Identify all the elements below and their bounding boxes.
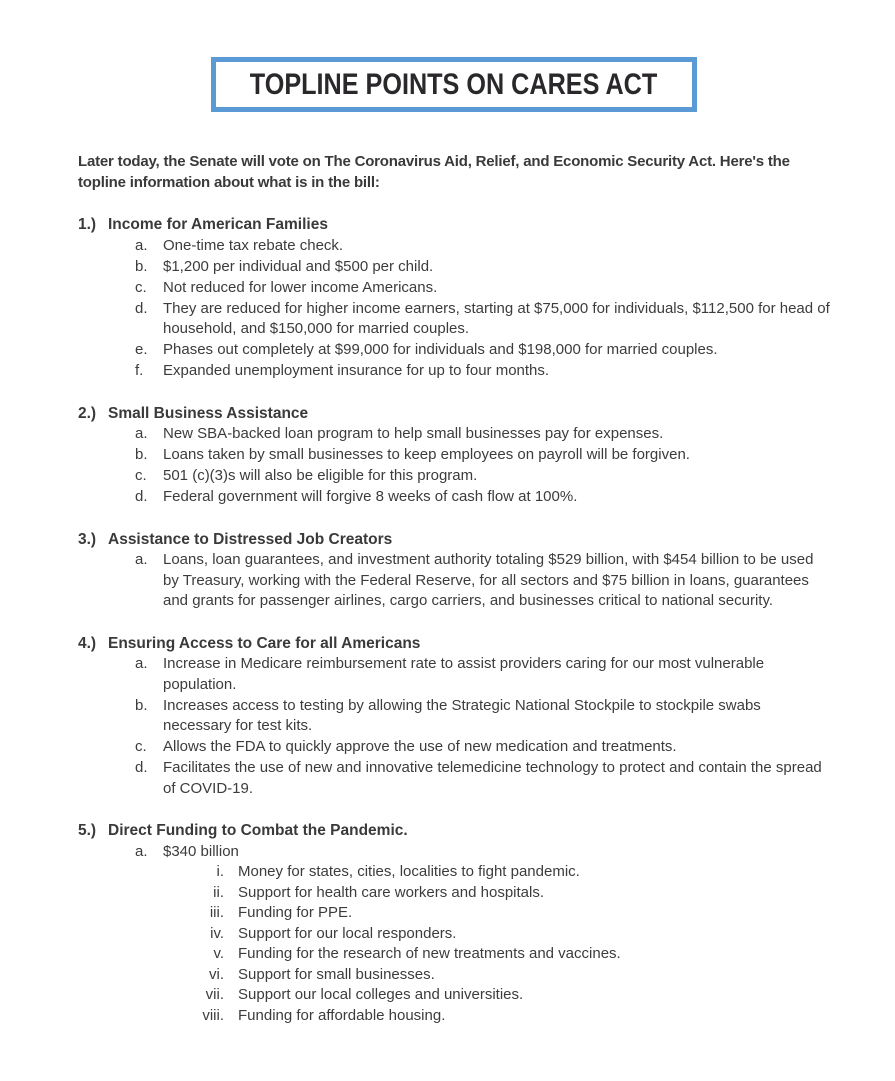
list-item [78, 257, 830, 278]
sublist-item-marker: vii. [205, 986, 224, 1003]
list-item-body [163, 257, 830, 278]
list-item [78, 466, 830, 487]
sublist-item-marker: i. [216, 863, 224, 880]
list-item-body [163, 299, 830, 340]
sublist-item-marker: iii. [209, 904, 224, 921]
section-heading [78, 529, 830, 550]
list-item-marker: a. [135, 551, 148, 568]
sublist-item [163, 944, 830, 965]
list-item-body [163, 487, 830, 508]
list-item-body [163, 466, 830, 487]
sublist-item-marker: iv. [210, 924, 224, 942]
list-item-marker: a. [135, 655, 148, 672]
list-item [78, 487, 830, 508]
list-item-text: Phases out completely at $99,000 for individuals and $198,000 for married couples. [163, 341, 718, 358]
sublist-item-text: Support for small businesses. [238, 965, 435, 983]
sublist [163, 862, 830, 1026]
section-number: 4.) [78, 634, 97, 652]
sublist-item-text: Money for states, cities, localities to fight pandemic. [238, 863, 580, 880]
section-title: Small Business Assistance [108, 404, 309, 422]
list-item [78, 424, 830, 445]
sublist-item [163, 924, 830, 945]
list-item-marker: a. [135, 236, 148, 254]
list-item-body [163, 737, 830, 758]
list-item-body [163, 445, 830, 466]
sublist-item [163, 862, 830, 883]
list-item-text: Increases access to testing by allowing the Strategic National Stockpile to stockpile swabs necessary for test kits. [163, 696, 761, 734]
section [78, 403, 830, 508]
sublist-item-text: Support for our local responders. [238, 924, 457, 942]
list-item [78, 445, 830, 466]
section-heading [78, 633, 830, 654]
list-item [78, 236, 830, 257]
sublist-item-marker: vi. [209, 965, 224, 983]
list-item [78, 758, 830, 799]
sublist-item-text: Funding for PPE. [238, 904, 353, 921]
list-item [78, 842, 830, 1027]
list-item [78, 696, 830, 737]
list-item-marker: c. [135, 738, 147, 755]
list-item-text: Increase in Medicare reimbursement rate to assist providers caring for our most vulnerable population. [163, 655, 765, 693]
list-item-marker: b. [135, 696, 148, 714]
list-item-text: $1,200 per individual and $500 per child. [163, 257, 434, 275]
list-item-text: 501 (c)(3)s will also be eligible for this program. [163, 467, 478, 484]
list-item-marker: c. [135, 467, 147, 484]
list-item-text: They are reduced for higher income earners, starting at $75,000 for individuals, $112,500 for head of household, and $150,000 for married couples. [163, 299, 830, 337]
sublist-item-text: Funding for the research of new treatments and vaccines. [238, 945, 621, 962]
list-item-marker: d. [135, 299, 148, 317]
list-item-text: Federal government will forgive 8 weeks of cash flow at 100%. [163, 488, 578, 505]
section-number: 3.) [78, 530, 97, 548]
section-items [78, 424, 830, 508]
section-title: Direct Funding to Combat the Pandemic. [108, 822, 408, 839]
list-item-text: $340 billion [163, 842, 239, 860]
list-item-body [163, 424, 830, 445]
list-item [78, 340, 830, 361]
list-item-body [163, 236, 830, 257]
list-item-text: Expanded unemployment insurance for up to four months. [163, 362, 550, 379]
sections-container [78, 214, 830, 1026]
section [78, 214, 830, 382]
list-item-text: One-time tax rebate check. [163, 236, 344, 254]
list-item-text: Facilitates the use of new and innovative telemedicine technology to protect and contain the spread of COVID-19. [163, 759, 822, 797]
sublist-item-marker: v. [213, 945, 224, 962]
list-item-body [163, 361, 830, 382]
list-item-text: Loans taken by small businesses to keep employees on payroll will be forgiven. [163, 446, 690, 463]
section [78, 820, 830, 1026]
list-item-marker: f. [135, 362, 144, 379]
list-item-marker: e. [135, 341, 148, 358]
document-page [0, 57, 895, 1026]
sublist-item-text: Support for health care workers and hospitals. [238, 883, 544, 901]
list-item-body [163, 340, 830, 361]
list-item-body [163, 758, 830, 799]
list-item-marker: a. [135, 842, 148, 860]
sublist-item [163, 903, 830, 924]
sublist-item-text: Support our local colleges and universities. [238, 986, 524, 1003]
sublist-item-marker: ii. [213, 883, 224, 901]
section-heading [78, 403, 830, 424]
section-items [78, 550, 830, 612]
sublist-item [163, 965, 830, 986]
section-number: 1.) [78, 216, 97, 233]
list-item-marker: b. [135, 446, 148, 463]
section-heading [78, 820, 830, 841]
section-number: 2.) [78, 404, 97, 422]
list-item-body [163, 696, 830, 737]
section [78, 633, 830, 800]
list-item-text: Not reduced for lower income Americans. [163, 278, 438, 296]
section-items [78, 842, 830, 1027]
sublist-item-marker: viii. [202, 1006, 224, 1024]
list-item [78, 278, 830, 299]
sublist-item-text: Funding for affordable housing. [238, 1006, 446, 1024]
sublist-item [163, 883, 830, 904]
section-items [78, 654, 830, 799]
list-item [78, 299, 830, 340]
list-item-marker: d. [135, 759, 148, 776]
list-item-marker: d. [135, 488, 148, 505]
list-item-body [163, 654, 830, 695]
title-box [211, 57, 697, 112]
section-title: Assistance to Distressed Job Creators [108, 530, 393, 548]
list-item-text: New SBA-backed loan program to help small businesses pay for expenses. [163, 425, 664, 442]
list-item-body [163, 842, 830, 1027]
sublist-item [163, 985, 830, 1006]
section [78, 529, 830, 612]
intro-paragraph: Later today, the Senate will vote on The Coronavirus Aid, Relief, and Economic Security Act. Here's the topline information about what is in the bill: [78, 153, 790, 191]
list-item [78, 654, 830, 695]
section-heading [78, 214, 830, 235]
list-item-text: Allows the FDA to quickly approve the use of new medication and treatments. [163, 738, 677, 755]
page-title: TOPLINE POINTS ON CARES ACT [250, 67, 658, 101]
section-title: Ensuring Access to Care for all Americans [108, 634, 421, 652]
list-item-marker: a. [135, 425, 148, 442]
list-item [78, 550, 830, 612]
list-item-text: Loans, loan guarantees, and investment authority totaling $529 billion, with $454 billion to be used by Treasury, working with the Federal Reserve, for all sectors and $75 billion in loans, guarantees and grants for passenger airlines, cargo carriers, and businesses critical to national security. [163, 551, 814, 609]
sublist-item [163, 1006, 830, 1027]
list-item-body [163, 550, 830, 612]
section-number: 5.) [78, 822, 97, 839]
list-item [78, 737, 830, 758]
list-item [78, 361, 830, 382]
list-item-marker: c. [135, 278, 147, 296]
section-items [78, 236, 830, 382]
list-item-body [163, 278, 830, 299]
section-title: Income for American Families [108, 216, 328, 233]
list-item-marker: b. [135, 257, 148, 275]
